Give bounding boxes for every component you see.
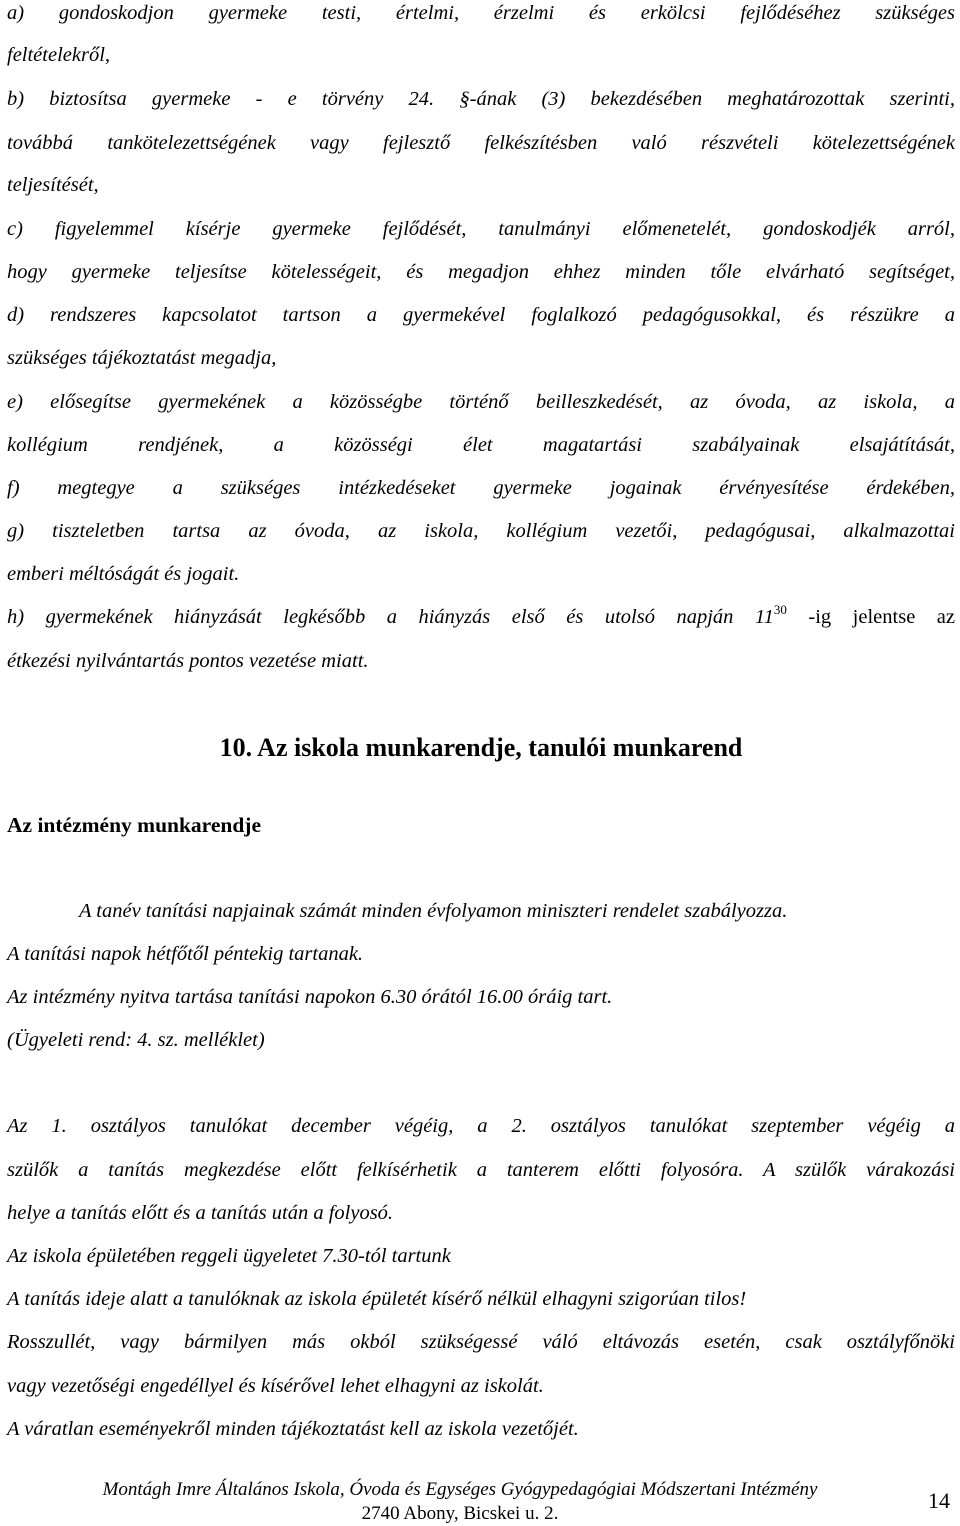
text-line: Az intézmény nyitva tartása tanítási napokon 6.30 órától 16.00 óráig tart. — [7, 986, 613, 1008]
footer-institution: Montágh Imre Általános Iskola, Óvoda és Egységes Gyógypedagógiai Módszertani Intézmény — [102, 1479, 818, 1500]
text-line — [7, 604, 955, 630]
text-line: étkezési nyilvántartás pontos vezetése miatt. — [7, 650, 369, 672]
text-line: A tanév tanítási napjainak számát minden évfolyamon miniszteri rendelet szabályozza. — [79, 900, 788, 922]
text-line: a) gondoskodjon gyermeke testi, értelmi, érzelmi és erkölcsi fejlődéséhez szükséges — [7, 2, 955, 24]
text-line: c) figyelemmel kísérje gyermeke fejlődését, tanulmányi előmenetelét, gondoskodjék arról, — [7, 218, 955, 240]
text-line: Az 1. osztályos tanulókat december végéig, a 2. osztályos tanulókat szeptember végéig a — [7, 1115, 955, 1137]
text-line: vagy vezetőségi engedéllyel és kísérővel lehet elhagyni az iskolát. — [7, 1375, 544, 1397]
text-line: A tanítás ideje alatt a tanulóknak az iskola épületét kísérő nélkül elhagyni szigorúan tilos! — [7, 1288, 747, 1310]
text-line: f) megtegye a szükséges intézkedéseket gyermeke jogainak érvényesítése érdekében, — [7, 477, 955, 499]
page-footer — [0, 1478, 960, 1526]
text-line: b) biztosítsa gyermeke - e törvény 24. §-ának (3) bekezdésében meghatározottak szerinti, — [7, 88, 955, 110]
text-line: emberi méltóságát és jogait. — [7, 563, 240, 585]
superscript: 30 — [773, 602, 787, 617]
text-line: A váratlan eseményekről minden tájékoztatást kell az iskola vezetőjét. — [7, 1418, 579, 1440]
text-line: hogy gyermeke teljesítse kötelességeit, és megadjon ehhez minden tőle elvárható segítséget, — [7, 261, 955, 283]
text-line: (Ügyeleti rend: 4. sz. melléklet) — [7, 1029, 265, 1051]
text-line: A tanítási napok hétfőtől péntekig tartanak. — [7, 943, 364, 965]
text-line: Az iskola épületében reggeli ügyeletet 7.30-tól tartunk — [7, 1245, 451, 1267]
text-line: továbbá tankötelezettségének vagy fejlesztő felkészítésben való részvételi kötelezettségének — [7, 132, 955, 154]
text-segment: h) gyermekének hiányzását legkésőbb a hiányzás első és utolsó napján 11 — [7, 606, 774, 628]
page-number: 14 — [928, 1488, 950, 1513]
text-line: kollégium rendjének, a közösségi élet magatartási szabályainak elsajátítását, — [7, 434, 955, 456]
footer-address: 2740 Abony, Bicskei u. 2. — [361, 1503, 559, 1524]
subsection-heading: Az intézmény munkarendje — [7, 813, 262, 837]
text-line: szükséges tájékoztatást megadja, — [7, 347, 277, 369]
text-line: d) rendszeres kapcsolatot tartson a gyermekével foglalkozó pedagógusokkal, és részükre a — [7, 304, 955, 326]
text-line: feltételekről, — [7, 44, 111, 66]
text-line: e) elősegítse gyermekének a közösségbe történő beilleszkedését, az óvoda, az iskola, a — [7, 391, 955, 413]
section-heading: 10. Az iskola munkarendje, tanulói munkarend — [219, 733, 743, 762]
text-line: szülők a tanítás megkezdése előtt felkísérhetik a tanterem előtti folyosóra. A szülők várakozási — [7, 1159, 955, 1181]
text-line: g) tiszteletben tartsa az óvoda, az iskola, kollégium vezetői, pedagógusai, alkalmazottai — [7, 520, 955, 542]
text-line: helye a tanítás előtt és a tanítás után a folyosó. — [7, 1202, 394, 1224]
text-line: Rosszullét, vagy bármilyen más okból szükségessé váló eltávozás esetén, csak osztályfőnöki — [7, 1331, 955, 1353]
text-line: teljesítését, — [7, 174, 99, 196]
text-segment: -ig jelentse az — [786, 606, 955, 628]
